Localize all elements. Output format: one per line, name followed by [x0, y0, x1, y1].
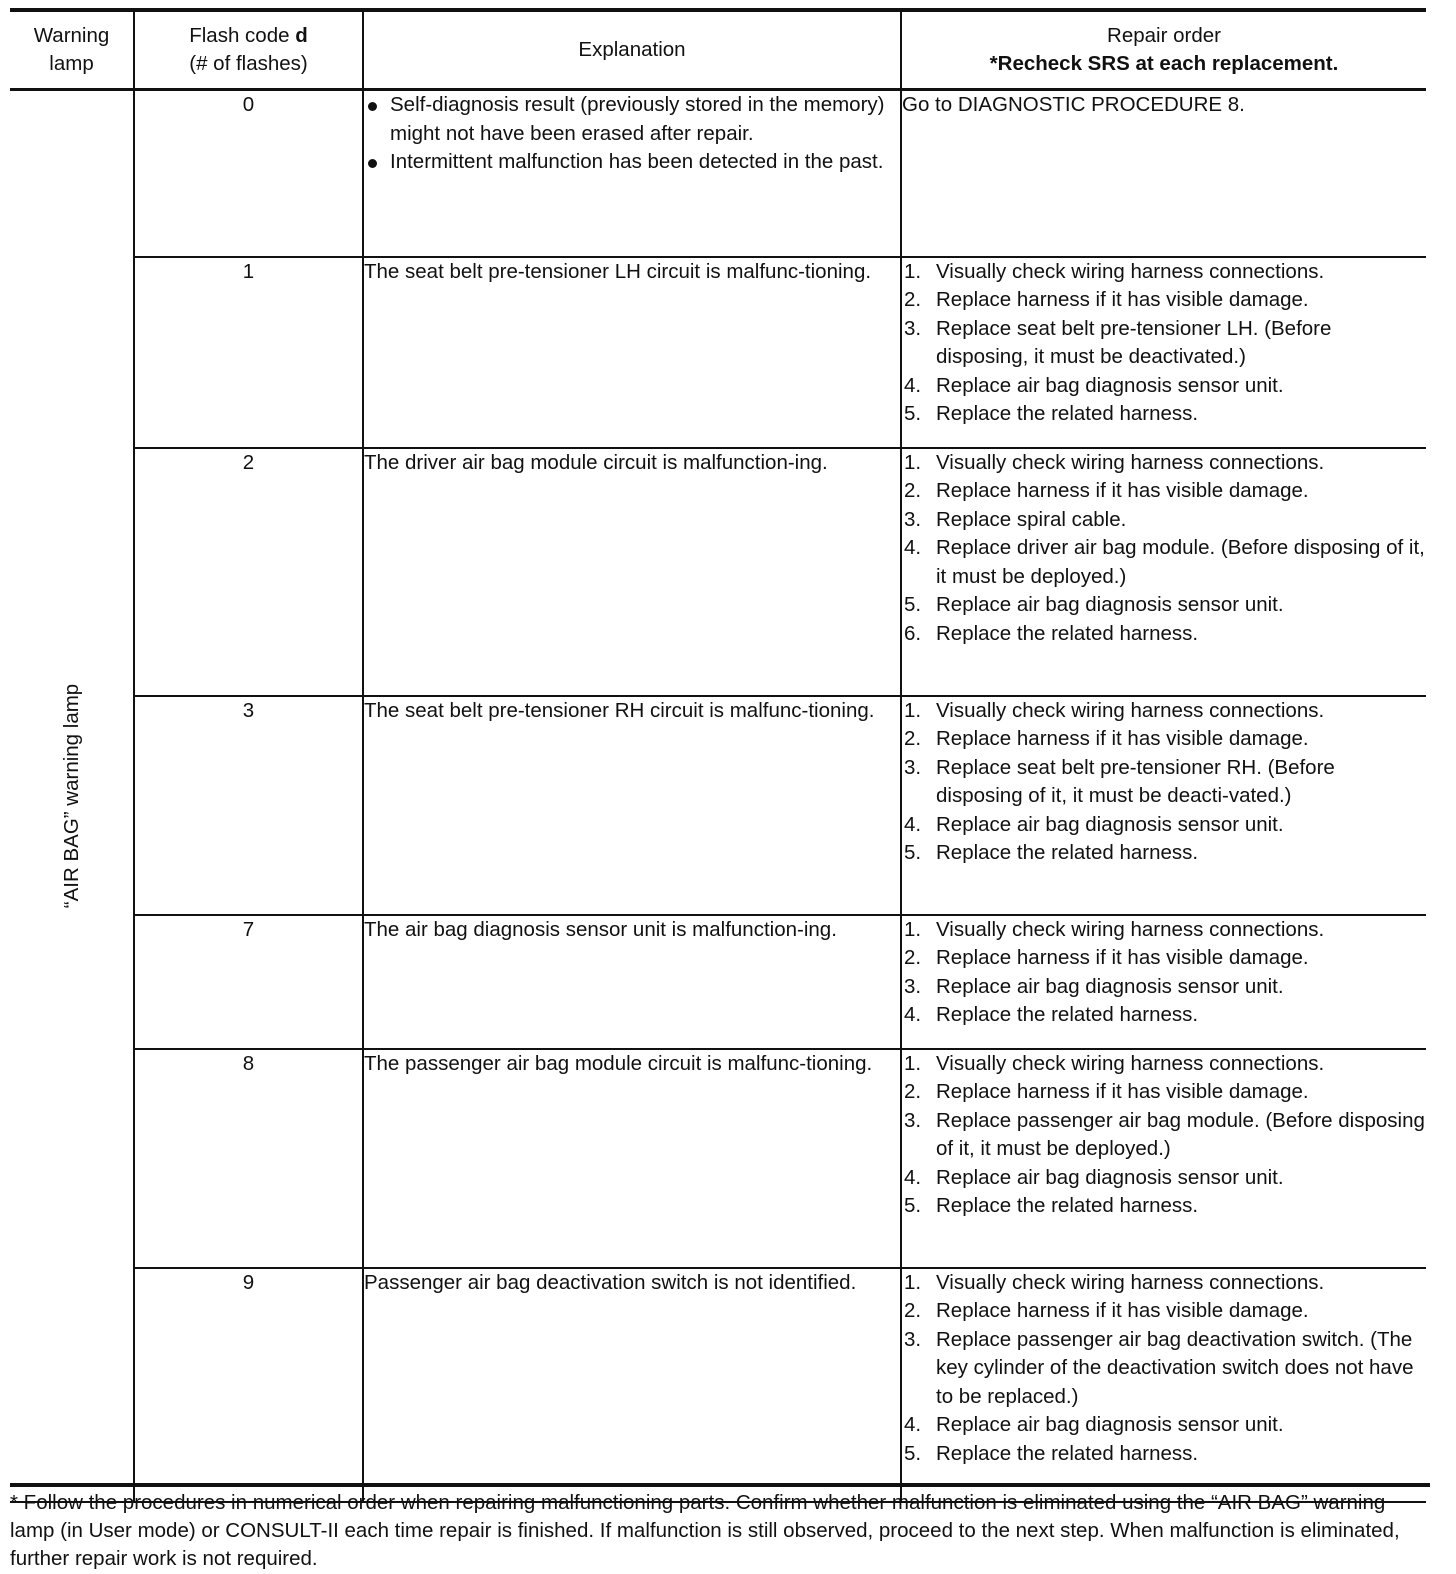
flash-code-cell: 1	[134, 257, 363, 448]
explanation-bullet: Self-diagnosis result (previously stored in the memory) might not have been erased after repair.	[364, 91, 900, 148]
repair-step	[902, 1269, 1426, 1298]
repair-step-number: 3.	[904, 1108, 922, 1132]
repair-step-text: Replace air bag diagnosis sensor unit.	[936, 593, 1284, 616]
repair-step-text: Visually check wiring harness connections.	[936, 698, 1325, 722]
warning-lamp-label: “AIR BAG” warning lamp	[59, 683, 83, 908]
repair-step	[902, 839, 1426, 868]
repair-step-text: Visually check wiring harness connections.	[936, 1051, 1325, 1075]
repair-step-text: Replace air bag diagnosis sensor unit.	[936, 1165, 1284, 1189]
explanation-cell: The air bag diagnosis sensor unit is malfunction-ing.	[363, 915, 901, 1049]
repair-step-number: 4.	[904, 1003, 922, 1026]
repair-step-text: Replace air bag diagnosis sensor unit.	[936, 1413, 1284, 1436]
repair-step-text: Replace passenger air bag deactivation switch. (The key cylinder of the deactivation switch does not have to be replaced.)	[936, 1327, 1414, 1408]
repair-step-number: 2.	[904, 1080, 922, 1103]
repair-step	[902, 1326, 1426, 1412]
repair-step-number: 5.	[904, 1194, 922, 1217]
repair-step	[902, 811, 1426, 840]
warning-lamp-cell	[10, 90, 134, 1502]
table-body	[10, 90, 1426, 1502]
repair-step	[902, 754, 1426, 811]
repair-step	[902, 400, 1426, 429]
repair-step-number: 5.	[904, 841, 922, 864]
header-code-line1	[135, 22, 362, 51]
repair-order-cell	[901, 257, 1426, 448]
repair-steps	[902, 449, 1426, 649]
repair-step-text: Visually check wiring harness connections.	[936, 450, 1325, 474]
repair-steps	[902, 916, 1426, 1030]
explanation-bullets	[364, 91, 900, 177]
header-lamp-line1: Warning	[33, 23, 110, 47]
header-repair-order	[901, 10, 1426, 90]
repair-step-number: 1.	[904, 1270, 922, 1294]
repair-step	[902, 1078, 1426, 1107]
repair-step	[902, 506, 1426, 535]
repair-step	[902, 697, 1426, 726]
repair-step-number: 2.	[904, 288, 922, 311]
repair-step	[902, 258, 1426, 287]
explanation-cell: The passenger air bag module circuit is malfunc-tioning.	[363, 1049, 901, 1268]
header-row	[10, 10, 1426, 90]
header-code-line2: (# of flashes)	[189, 52, 308, 75]
repair-step	[902, 1297, 1426, 1326]
header-code-mark: d	[295, 23, 308, 47]
repair-step-number: 5.	[904, 1441, 922, 1465]
repair-step	[902, 1164, 1426, 1193]
repair-step-text: Replace harness if it has visible damage.	[936, 727, 1309, 750]
repair-step-number: 2.	[904, 1299, 922, 1322]
header-explanation: Explanation	[363, 10, 901, 90]
repair-step	[902, 372, 1426, 401]
repair-step-text: Replace air bag diagnosis sensor unit.	[936, 812, 1284, 836]
flash-code-cell: 8	[134, 1049, 363, 1268]
repair-step	[902, 315, 1426, 372]
repair-step-number: 1.	[904, 259, 922, 283]
flash-code-table	[10, 8, 1426, 1503]
flash-code-cell: 0	[134, 90, 363, 257]
repair-step-number: 3.	[904, 507, 922, 531]
repair-step-text: Replace the related harness.	[936, 1003, 1199, 1026]
header-repair-line1: Repair order	[1107, 23, 1221, 47]
flash-code-cell: 9	[134, 1268, 363, 1502]
repair-step	[902, 1411, 1426, 1440]
table-row	[10, 915, 1426, 1049]
header-warning-lamp	[10, 10, 134, 90]
repair-step-number: 5.	[904, 402, 922, 425]
repair-step-text: Replace the related harness.	[936, 1194, 1199, 1217]
repair-step-text: Replace harness if it has visible damage.	[936, 1080, 1309, 1103]
repair-step	[902, 591, 1426, 620]
flash-code-cell: 3	[134, 696, 363, 915]
repair-step-text: Replace the related harness.	[936, 1441, 1199, 1465]
repair-step-text: Replace the related harness.	[936, 841, 1199, 864]
repair-step-text: Visually check wiring harness connections.	[936, 917, 1325, 941]
repair-step-number: 4.	[904, 373, 922, 397]
repair-order-cell	[901, 1268, 1426, 1502]
repair-step	[902, 620, 1426, 649]
repair-step-number: 4.	[904, 812, 922, 836]
table-row	[10, 448, 1426, 696]
repair-step-text: Replace spiral cable.	[936, 507, 1127, 531]
repair-step-number: 1.	[904, 1051, 922, 1075]
repair-step-number: 2.	[904, 727, 922, 750]
repair-step-text: Replace driver air bag module. (Before disposing of it, it must be deployed.)	[936, 536, 1425, 588]
header-repair-note: *Recheck SRS at each replacement.	[989, 52, 1339, 75]
explanation-cell: The seat belt pre-tensioner LH circuit is malfunc-tioning.	[363, 257, 901, 448]
repair-step-number: 2.	[904, 946, 922, 969]
explanation-cell	[363, 90, 901, 257]
repair-order-cell	[901, 696, 1426, 915]
repair-step-text: Visually check wiring harness connections.	[936, 1270, 1325, 1294]
repair-step-text: Replace harness if it has visible damage.	[936, 1299, 1309, 1322]
repair-step	[902, 1440, 1426, 1469]
repair-steps	[902, 1050, 1426, 1221]
repair-step	[902, 725, 1426, 754]
repair-step-number: 3.	[904, 1327, 922, 1351]
explanation-cell: The seat belt pre-tensioner RH circuit is malfunc-tioning.	[363, 696, 901, 915]
repair-step-number: 3.	[904, 316, 922, 340]
footnote: * Follow the procedures in numerical order when repairing malfunctioning parts. Confirm whether malfunction is eliminated using the “AIR BAG” warning lamp (in User mode) or CONSULT-II each time repair is finished. If malfunction is still observed, proceed to the next step. When malfunction is eliminated, further repair work is not required.	[10, 1483, 1430, 1573]
repair-step	[902, 534, 1426, 591]
repair-step	[902, 477, 1426, 506]
repair-step-number: 1.	[904, 450, 922, 474]
table-row	[10, 696, 1426, 915]
explanation-cell: Passenger air bag deactivation switch is not identified.	[363, 1268, 901, 1502]
repair-step	[902, 1192, 1426, 1221]
table-row	[10, 1049, 1426, 1268]
repair-step-text: Replace seat belt pre-tensioner LH. (Before disposing, it must be deactivated.)	[936, 316, 1332, 368]
repair-order-cell	[901, 915, 1426, 1049]
repair-step-text: Replace air bag diagnosis sensor unit.	[936, 974, 1284, 998]
explanation-bullet: Intermittent malfunction has been detected in the past.	[364, 148, 900, 177]
repair-step-number: 6.	[904, 621, 922, 645]
repair-step-number: 1.	[904, 698, 922, 722]
repair-step-text: Replace harness if it has visible damage.	[936, 479, 1309, 502]
repair-step-text: Replace air bag diagnosis sensor unit.	[936, 373, 1284, 397]
repair-step-text: Replace the related harness.	[936, 402, 1199, 425]
repair-order-cell: Go to DIAGNOSTIC PROCEDURE 8.	[901, 90, 1426, 257]
repair-step-number: 4.	[904, 536, 922, 559]
table-row	[10, 257, 1426, 448]
repair-step-text: Replace the related harness.	[936, 621, 1199, 645]
table-row	[10, 90, 1426, 257]
repair-step	[902, 944, 1426, 973]
repair-step	[902, 1107, 1426, 1164]
repair-order-cell	[901, 1049, 1426, 1268]
repair-step-number: 4.	[904, 1165, 922, 1189]
repair-step-text: Replace passenger air bag module. (Before disposing of it, it must be deployed.)	[936, 1108, 1425, 1160]
repair-step-text: Replace harness if it has visible damage.	[936, 288, 1309, 311]
explanation-cell: The driver air bag module circuit is malfunction-ing.	[363, 448, 901, 696]
repair-step-number: 3.	[904, 755, 922, 779]
repair-steps	[902, 1269, 1426, 1469]
repair-step	[902, 1001, 1426, 1030]
repair-step	[902, 973, 1426, 1002]
header-code-text: Flash code	[189, 23, 290, 47]
repair-step-number: 2.	[904, 479, 922, 502]
repair-step-number: 4.	[904, 1413, 922, 1436]
repair-step-number: 5.	[904, 593, 922, 616]
repair-step	[902, 916, 1426, 945]
repair-steps	[902, 697, 1426, 868]
repair-order-cell	[901, 448, 1426, 696]
repair-step-text: Replace seat belt pre-tensioner RH. (Before disposing of it, it must be deacti-vated.)	[936, 755, 1335, 807]
repair-step-text: Visually check wiring harness connections.	[936, 259, 1325, 283]
header-lamp-line2: lamp	[49, 52, 94, 75]
repair-step	[902, 449, 1426, 478]
header-repair-line2	[902, 50, 1426, 79]
repair-step-text: Replace harness if it has visible damage.	[936, 946, 1309, 969]
repair-step	[902, 1050, 1426, 1079]
repair-steps	[902, 258, 1426, 429]
repair-step-number: 1.	[904, 917, 922, 941]
flash-code-cell: 7	[134, 915, 363, 1049]
table-row	[10, 1268, 1426, 1502]
repair-step	[902, 286, 1426, 315]
repair-step-number: 3.	[904, 974, 922, 998]
header-flash-code	[134, 10, 363, 90]
flash-code-cell: 2	[134, 448, 363, 696]
